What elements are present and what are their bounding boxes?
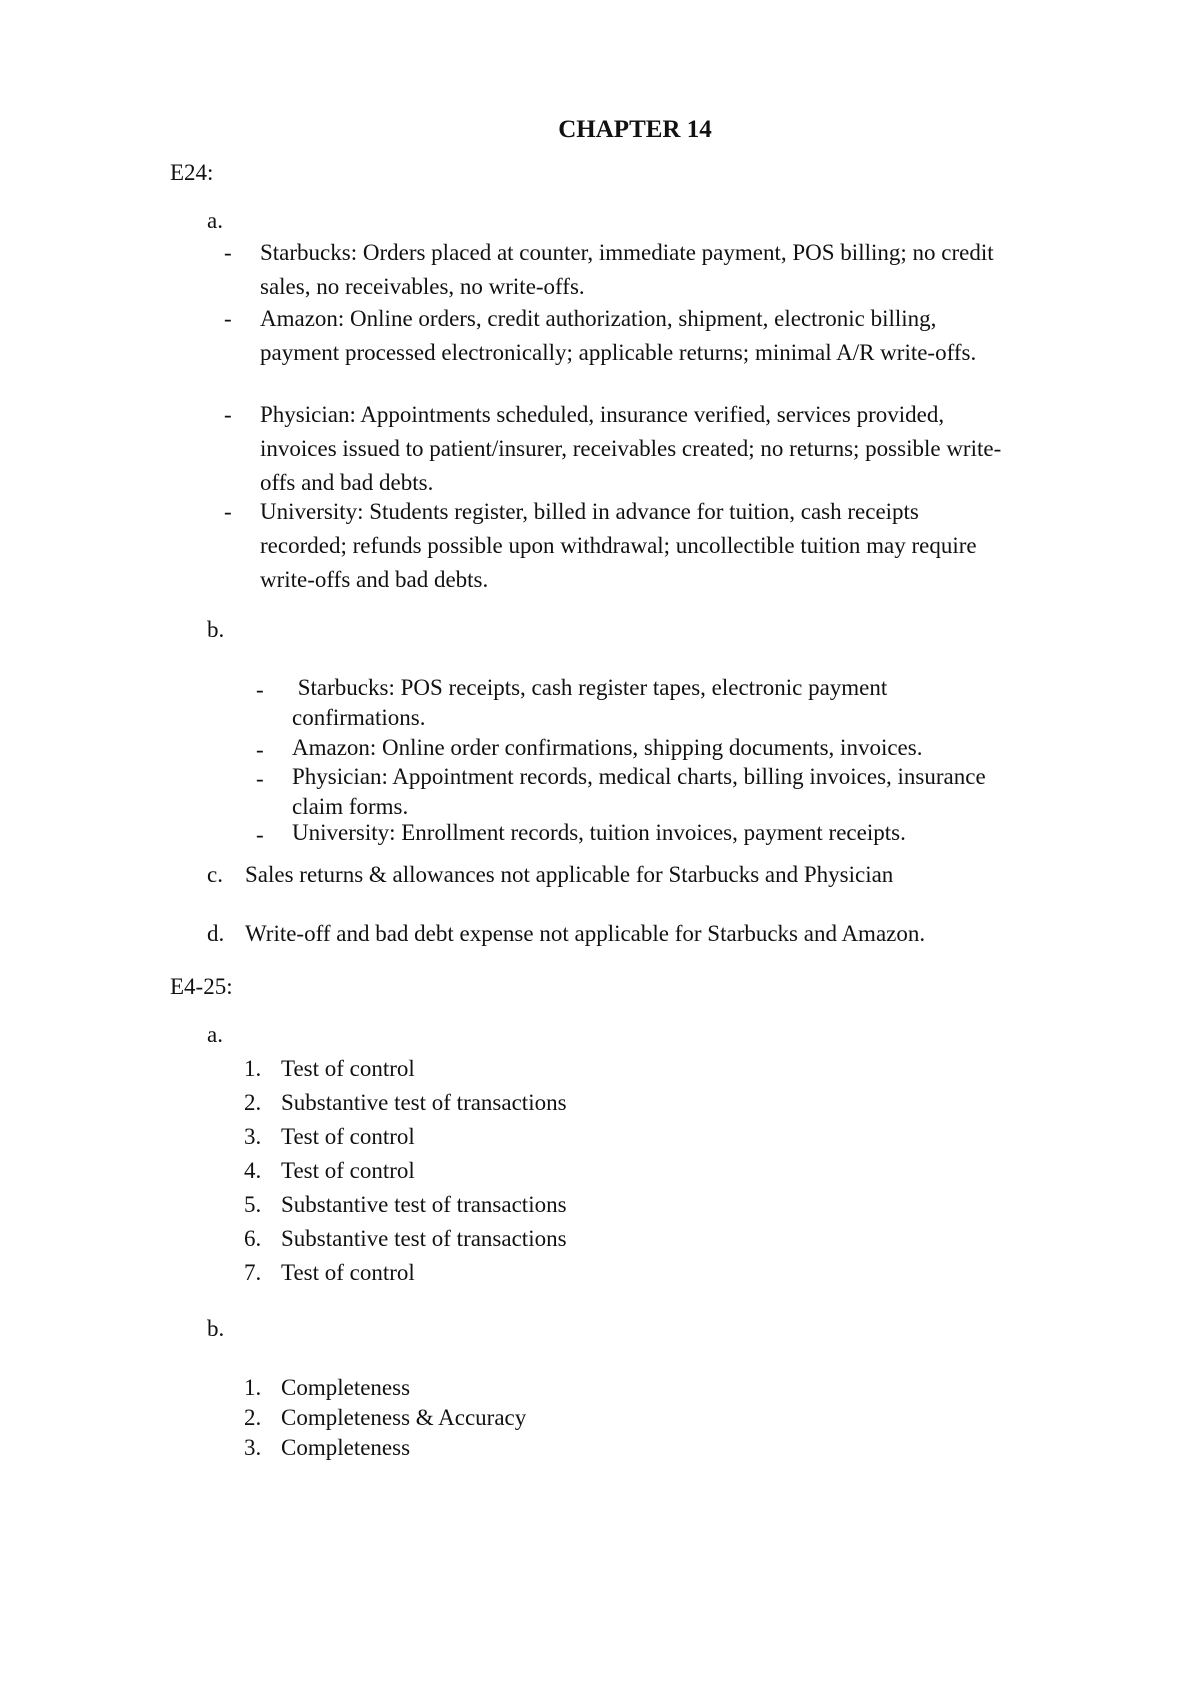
- dash-bullet: -: [256, 737, 264, 762]
- list-item-text: Test of control: [281, 1158, 415, 1183]
- list-item-text: Starbucks: Orders placed at counter, immediate payment, POS billing; no credit sales, no receivables, no write-offs.: [260, 240, 994, 299]
- section-heading-e4-25: E4-25:: [170, 974, 233, 999]
- dash-bullet: -: [256, 677, 264, 702]
- list-number: 2.: [244, 1405, 262, 1430]
- e24-part-b-label: b.: [207, 617, 225, 642]
- dash-bullet: -: [256, 766, 264, 791]
- list-number: 3.: [244, 1435, 262, 1460]
- list-item-text: Physician: Appointments scheduled, insurance verified, services provided, invoices issued to patient/insurer, receivables created; no returns; possible write-offs and bad debts.: [260, 402, 1002, 495]
- list-item-text: Test of control: [281, 1124, 415, 1149]
- e24-part-c: [207, 862, 1107, 888]
- e24-part-d-label: d.: [207, 921, 225, 946]
- e24-part-c-text: Sales returns & allowances not applicable for Starbucks and Physician: [245, 862, 894, 887]
- page-title: CHAPTER 14: [558, 116, 712, 143]
- list-number: 4.: [244, 1158, 262, 1183]
- list-number: 1.: [244, 1056, 262, 1081]
- list-item-text: Test of control: [281, 1260, 415, 1285]
- list-item-text: Completeness & Accuracy: [281, 1405, 527, 1430]
- list-item-text: Substantive test of transactions: [281, 1226, 567, 1251]
- list-item-text: University: Enrollment records, tuition invoices, payment receipts.: [292, 820, 906, 845]
- dash-bullet: -: [256, 822, 264, 847]
- list-item-text: Substantive test of transactions: [281, 1090, 567, 1115]
- dash-bullet: -: [224, 402, 232, 427]
- list-item-text: Completeness: [281, 1375, 411, 1400]
- e4-25-part-b-label: b.: [207, 1316, 225, 1341]
- list-number: 7.: [244, 1260, 262, 1285]
- list-item-text: University: Students register, billed in advance for tuition, cash receipts recorded; refunds possible upon withdrawal; uncollectible tuition may require write-offs and bad debts.: [260, 499, 977, 592]
- list-number: 5.: [244, 1192, 262, 1217]
- list-item-text: Physician: Appointment records, medical charts, billing invoices, insurance claim forms.: [292, 764, 986, 819]
- list-item-text: Starbucks: POS receipts, cash register tapes, electronic payment confirmations.: [292, 675, 894, 730]
- list-item-text: Test of control: [281, 1056, 415, 1081]
- e24-part-a-label: a.: [207, 208, 223, 233]
- list-item-text: Amazon: Online order confirmations, shipping documents, invoices.: [292, 735, 923, 760]
- list-item-text: Completeness: [281, 1435, 411, 1460]
- list-number: 3.: [244, 1124, 262, 1149]
- e24-part-c-label: c.: [207, 862, 223, 887]
- dash-bullet: -: [224, 306, 232, 331]
- list-item-text: Substantive test of transactions: [281, 1192, 567, 1217]
- list-number: 1.: [244, 1375, 262, 1400]
- dash-bullet: -: [224, 499, 232, 524]
- e24-part-d-text: Write-off and bad debt expense not applicable for Starbucks and Amazon.: [245, 921, 926, 946]
- list-number: 6.: [244, 1226, 262, 1251]
- section-heading-e24: E24:: [170, 160, 214, 185]
- e24-part-d: [207, 921, 1107, 947]
- dash-bullet: -: [224, 240, 232, 265]
- list-number: 2.: [244, 1090, 262, 1115]
- list-item-text: Amazon: Online orders, credit authorization, shipment, electronic billing, payment processed electronically; applicable returns; minimal A/R write-offs.: [260, 306, 977, 365]
- e4-25-part-a-label: a.: [207, 1022, 223, 1047]
